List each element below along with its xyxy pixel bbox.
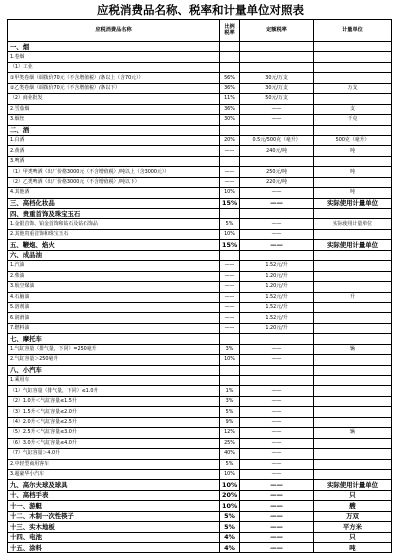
cell-unit [314, 62, 392, 72]
cell-amount: 1.20元/升 [240, 271, 314, 281]
cell-amount: —— [240, 240, 314, 250]
cell-name: 3.超豪华小汽车 [8, 469, 220, 479]
cell-unit: 支 [314, 104, 392, 114]
cell-rate: —— [220, 177, 240, 187]
cell-rate: 9% [220, 417, 240, 427]
cell-amount: 250元/吨 [240, 167, 314, 177]
cell-amount: 1.20元/升 [240, 323, 314, 333]
cell-amount: 30元/万支 [240, 73, 314, 83]
table-row [8, 261, 392, 271]
cell-amount: 240元/吨 [240, 146, 314, 156]
cell-amount: —— [240, 344, 314, 354]
cell-unit: 万双 [314, 511, 392, 521]
category-row [8, 543, 392, 553]
cell-unit [314, 94, 392, 104]
cell-name: 1.乘用车 [8, 376, 220, 386]
cell-unit: 辆 [314, 344, 392, 354]
cell-unit: 实际使用计量单位 [314, 480, 392, 490]
cell-name: （3）1.5升＜气缸容量≤2.0升 [8, 407, 220, 417]
header-unit: 计量单位 [314, 20, 392, 42]
cell-name: （2）商业批发 [8, 94, 220, 104]
cell-unit: 吨 [314, 543, 392, 553]
cell-rate: 5% [220, 522, 240, 532]
cell-name: 二、酒 [8, 125, 220, 135]
cell-rate: —— [220, 167, 240, 177]
document-title: 应税消费品名称、税率和计量单位对照表 [97, 3, 304, 17]
cell-name: 一、烟 [8, 42, 220, 52]
cell-unit [314, 469, 392, 479]
cell-amount: 30元/万支 [240, 83, 314, 93]
cell-rate: 5% [220, 407, 240, 417]
table-row [8, 302, 392, 312]
table-body [8, 42, 392, 553]
cell-unit [314, 376, 392, 386]
cell-amount [240, 125, 314, 135]
cell-amount: —— [240, 501, 314, 511]
cell-unit [314, 313, 392, 323]
cell-name: 十二、木制一次性筷子 [8, 511, 220, 521]
cell-unit: 万支 [314, 83, 392, 93]
cell-rate [220, 334, 240, 344]
cell-unit [314, 386, 392, 396]
cell-rate: 5% [220, 459, 240, 469]
cell-rate: 36% [220, 104, 240, 114]
cell-unit [314, 271, 392, 281]
cell-amount [240, 62, 314, 72]
cell-unit: 吨 [314, 188, 392, 198]
cell-rate: 10% [220, 355, 240, 365]
cell-name: （1）工业 [8, 62, 220, 72]
cell-rate [220, 376, 240, 386]
cell-rate: 11% [220, 94, 240, 104]
category-row [8, 532, 392, 542]
cell-amount [240, 250, 314, 260]
table-row [8, 73, 392, 83]
cell-name: （6）3.0升＜气缸容量≤4.0升 [8, 438, 220, 448]
cell-name: 十一、游艇 [8, 501, 220, 511]
cell-amount: —— [240, 511, 314, 521]
cell-unit [314, 323, 392, 333]
cell-name: 五、鞭炮、焰火 [8, 240, 220, 250]
cell-rate: 10% [220, 469, 240, 479]
cell-rate: 25% [220, 438, 240, 448]
table-header-row [8, 20, 392, 42]
cell-amount [240, 376, 314, 386]
cell-rate: 3% [220, 344, 240, 354]
category-row [8, 480, 392, 490]
cell-unit [314, 261, 392, 271]
tax-rate-table [7, 19, 392, 553]
cell-amount: —— [240, 219, 314, 229]
cell-rate: 10% [220, 501, 240, 511]
cell-rate: —— [220, 323, 240, 333]
cell-rate: 10% [220, 480, 240, 490]
cell-unit [314, 396, 392, 406]
cell-name: 七、摩托车 [8, 334, 220, 344]
cell-rate: —— [220, 271, 240, 281]
category-row [8, 365, 392, 375]
table-row [8, 407, 392, 417]
cell-name: 7.燃料油 [8, 323, 220, 333]
cell-rate [220, 62, 240, 72]
cell-unit [314, 334, 392, 344]
cell-rate: —— [220, 302, 240, 312]
cell-unit: 实际使用计量单位 [314, 240, 392, 250]
cell-amount: —— [240, 417, 314, 427]
cell-amount: 50元/万支 [240, 94, 314, 104]
cell-amount: —— [240, 407, 314, 417]
cell-amount: —— [240, 188, 314, 198]
cell-unit [314, 365, 392, 375]
cell-amount [240, 42, 314, 52]
cell-unit [314, 125, 392, 135]
cell-unit [314, 177, 392, 187]
cell-name: ②乙类卷烟（调拨价70元（不含增值税）/条以下） [8, 83, 220, 93]
category-row [8, 490, 392, 500]
cell-name: 2.其他贵重首饰和珠宝玉石 [8, 229, 220, 239]
cell-name: 2.黄酒 [8, 146, 220, 156]
cell-name: 3.航空煤油 [8, 282, 220, 292]
table-row [8, 188, 392, 198]
category-row [8, 240, 392, 250]
cell-name: 十三、实木地板 [8, 522, 220, 532]
cell-amount: —— [240, 469, 314, 479]
table-row [8, 292, 392, 302]
category-row [8, 522, 392, 532]
cell-name: 六、成品油 [8, 250, 220, 260]
category-row [8, 42, 392, 52]
cell-amount: —— [240, 104, 314, 114]
cell-rate: 10% [220, 229, 240, 239]
cell-name: 九、高尔夫球及球具 [8, 480, 220, 490]
cell-amount: 1.20元/升 [240, 282, 314, 292]
cell-name: 1.气缸容量（排气量，下同）=250毫升 [8, 344, 220, 354]
cell-name: 十五、涂料 [8, 543, 220, 553]
cell-unit: 千克 [314, 115, 392, 125]
cell-amount [240, 156, 314, 166]
cell-amount: —— [240, 229, 314, 239]
cell-unit [314, 229, 392, 239]
cell-rate [220, 365, 240, 375]
cell-name: 2.柴油 [8, 271, 220, 281]
cell-amount: —— [240, 198, 314, 208]
cell-rate: —— [220, 313, 240, 323]
cell-amount: 1.52元/升 [240, 292, 314, 302]
cell-rate: —— [220, 146, 240, 156]
table-row [8, 469, 392, 479]
cell-unit: 只 [314, 490, 392, 500]
cell-rate [220, 156, 240, 166]
cell-amount: 0.5元/500克（毫升） [240, 135, 314, 145]
cell-unit [314, 282, 392, 292]
cell-name: 2.雪茄烟 [8, 104, 220, 114]
cell-name: 3.啤酒 [8, 156, 220, 166]
table-row [8, 417, 392, 427]
cell-amount: —— [240, 438, 314, 448]
cell-unit [314, 417, 392, 427]
cell-name: （2）1.0升＜气缸容量≤1.5升 [8, 396, 220, 406]
cell-name: 2.中轻型商用客车 [8, 459, 220, 469]
cell-name: （7）气缸容量＞4.0升 [8, 449, 220, 459]
cell-amount: —— [240, 396, 314, 406]
table-row [8, 104, 392, 114]
cell-unit: 升 [314, 292, 392, 302]
cell-rate: 4% [220, 543, 240, 553]
table-row [8, 115, 392, 125]
cell-name: ①甲类卷烟（调拨价70元（不含增值税）/条以上（含70元）） [8, 73, 220, 83]
table-row [8, 62, 392, 72]
cell-rate: 5% [220, 219, 240, 229]
cell-unit [314, 438, 392, 448]
cell-amount [240, 52, 314, 62]
table-row [8, 229, 392, 239]
cell-name: 八、小汽车 [8, 365, 220, 375]
cell-name: 1.汽油 [8, 261, 220, 271]
cell-amount [240, 334, 314, 344]
cell-name: 4.石脑油 [8, 292, 220, 302]
cell-name: 6.润滑油 [8, 313, 220, 323]
cell-name: 4.其他酒 [8, 188, 220, 198]
table-row [8, 386, 392, 396]
cell-rate [220, 42, 240, 52]
cell-rate [220, 125, 240, 135]
cell-unit [314, 250, 392, 260]
cell-unit [314, 302, 392, 312]
cell-rate [220, 52, 240, 62]
table-row [8, 167, 392, 177]
cell-rate: 20% [220, 135, 240, 145]
category-row [8, 511, 392, 521]
cell-unit: 平方米 [314, 522, 392, 532]
cell-name: 1.白酒 [8, 135, 220, 145]
cell-unit: 只 [314, 532, 392, 542]
cell-amount: —— [240, 522, 314, 532]
cell-rate: 56% [220, 73, 240, 83]
cell-name: （1）甲类啤酒（出厂价格3000元（不含增值税）/吨以上（含3000元）） [8, 167, 220, 177]
cell-name: 3.烟丝 [8, 115, 220, 125]
cell-name: 四、贵重首饰及珠宝玉石 [8, 209, 220, 219]
category-row [8, 250, 392, 260]
table-row [8, 156, 392, 166]
category-row [8, 125, 392, 135]
cell-unit: 实际使用计量单位 [314, 219, 392, 229]
header-amount: 定额税率 [240, 20, 314, 42]
category-row [8, 334, 392, 344]
table-row [8, 459, 392, 469]
table-row [8, 396, 392, 406]
cell-rate: 5% [220, 511, 240, 521]
cell-name: （4）2.0升＜气缸容量≤2.5升 [8, 417, 220, 427]
header-name: 应税消费品名称 [8, 20, 220, 42]
cell-rate: 20% [220, 490, 240, 500]
table-row [8, 323, 392, 333]
cell-unit [314, 156, 392, 166]
cell-unit [314, 42, 392, 52]
table-row [8, 376, 392, 386]
table-row [8, 83, 392, 93]
cell-rate: —— [220, 292, 240, 302]
cell-amount [240, 209, 314, 219]
cell-name: 十、高档手表 [8, 490, 220, 500]
table-row [8, 438, 392, 448]
cell-rate: 12% [220, 428, 240, 438]
cell-unit: 吨 [314, 167, 392, 177]
cell-unit [314, 209, 392, 219]
cell-rate: 4% [220, 532, 240, 542]
cell-amount: 220元/吨 [240, 177, 314, 187]
table-row [8, 94, 392, 104]
cell-unit: 吨 [314, 146, 392, 156]
cell-name: 5.溶剂油 [8, 302, 220, 312]
table-row [8, 271, 392, 281]
cell-amount: —— [240, 532, 314, 542]
cell-name: （1）气缸容量（排气量，下同）≤1.0升 [8, 386, 220, 396]
table-row [8, 355, 392, 365]
cell-name: 2.气缸容量＞250毫升 [8, 355, 220, 365]
cell-rate: 40% [220, 449, 240, 459]
header-rate: 比例 税率 [220, 20, 240, 42]
table-row [8, 282, 392, 292]
cell-amount: —— [240, 459, 314, 469]
cell-name: 十四、电池 [8, 532, 220, 542]
cell-unit [314, 355, 392, 365]
cell-name: （2）乙类啤酒（出厂价格3000元（不含增值税）/吨以下） [8, 177, 220, 187]
cell-amount: —— [240, 115, 314, 125]
cell-rate: 10% [220, 188, 240, 198]
cell-unit [314, 73, 392, 83]
cell-unit: 辆 [314, 428, 392, 438]
cell-name: 三、高档化妆品 [8, 198, 220, 208]
cell-rate: 3% [220, 396, 240, 406]
table-row [8, 146, 392, 156]
cell-rate: 15% [220, 240, 240, 250]
cell-rate [220, 209, 240, 219]
cell-rate [220, 250, 240, 260]
cell-name: 1.金银首饰、铂金首饰和钻石及钻石饰品 [8, 219, 220, 229]
cell-unit: 实际使用计量单位 [314, 198, 392, 208]
table-row [8, 428, 392, 438]
cell-name: （5）2.5升＜气缸容量≤3.0升 [8, 428, 220, 438]
cell-unit [314, 52, 392, 62]
cell-rate: 36% [220, 83, 240, 93]
cell-unit [314, 459, 392, 469]
cell-amount: 1.52元/升 [240, 302, 314, 312]
category-row [8, 501, 392, 511]
table-row [8, 313, 392, 323]
cell-name: 1.卷烟 [8, 52, 220, 62]
cell-unit [314, 407, 392, 417]
table-row [8, 344, 392, 354]
category-row [8, 209, 392, 219]
cell-amount [240, 365, 314, 375]
cell-amount: —— [240, 543, 314, 553]
cell-amount: 1.52元/升 [240, 261, 314, 271]
table-row [8, 219, 392, 229]
table-row [8, 52, 392, 62]
cell-rate: —— [220, 282, 240, 292]
table-row [8, 177, 392, 187]
category-row [8, 198, 392, 208]
table-row [8, 135, 392, 145]
cell-rate: 30% [220, 115, 240, 125]
cell-amount: —— [240, 428, 314, 438]
cell-amount: —— [240, 480, 314, 490]
cell-amount: —— [240, 449, 314, 459]
cell-rate: —— [220, 261, 240, 271]
table-row [8, 449, 392, 459]
cell-unit: 艘 [314, 501, 392, 511]
cell-rate: 15% [220, 198, 240, 208]
cell-unit [314, 449, 392, 459]
cell-amount: —— [240, 386, 314, 396]
cell-amount: —— [240, 355, 314, 365]
cell-amount: 1.52元/升 [240, 313, 314, 323]
cell-amount: —— [240, 490, 314, 500]
cell-unit: 500克（毫升） [314, 135, 392, 145]
cell-rate: 1% [220, 386, 240, 396]
